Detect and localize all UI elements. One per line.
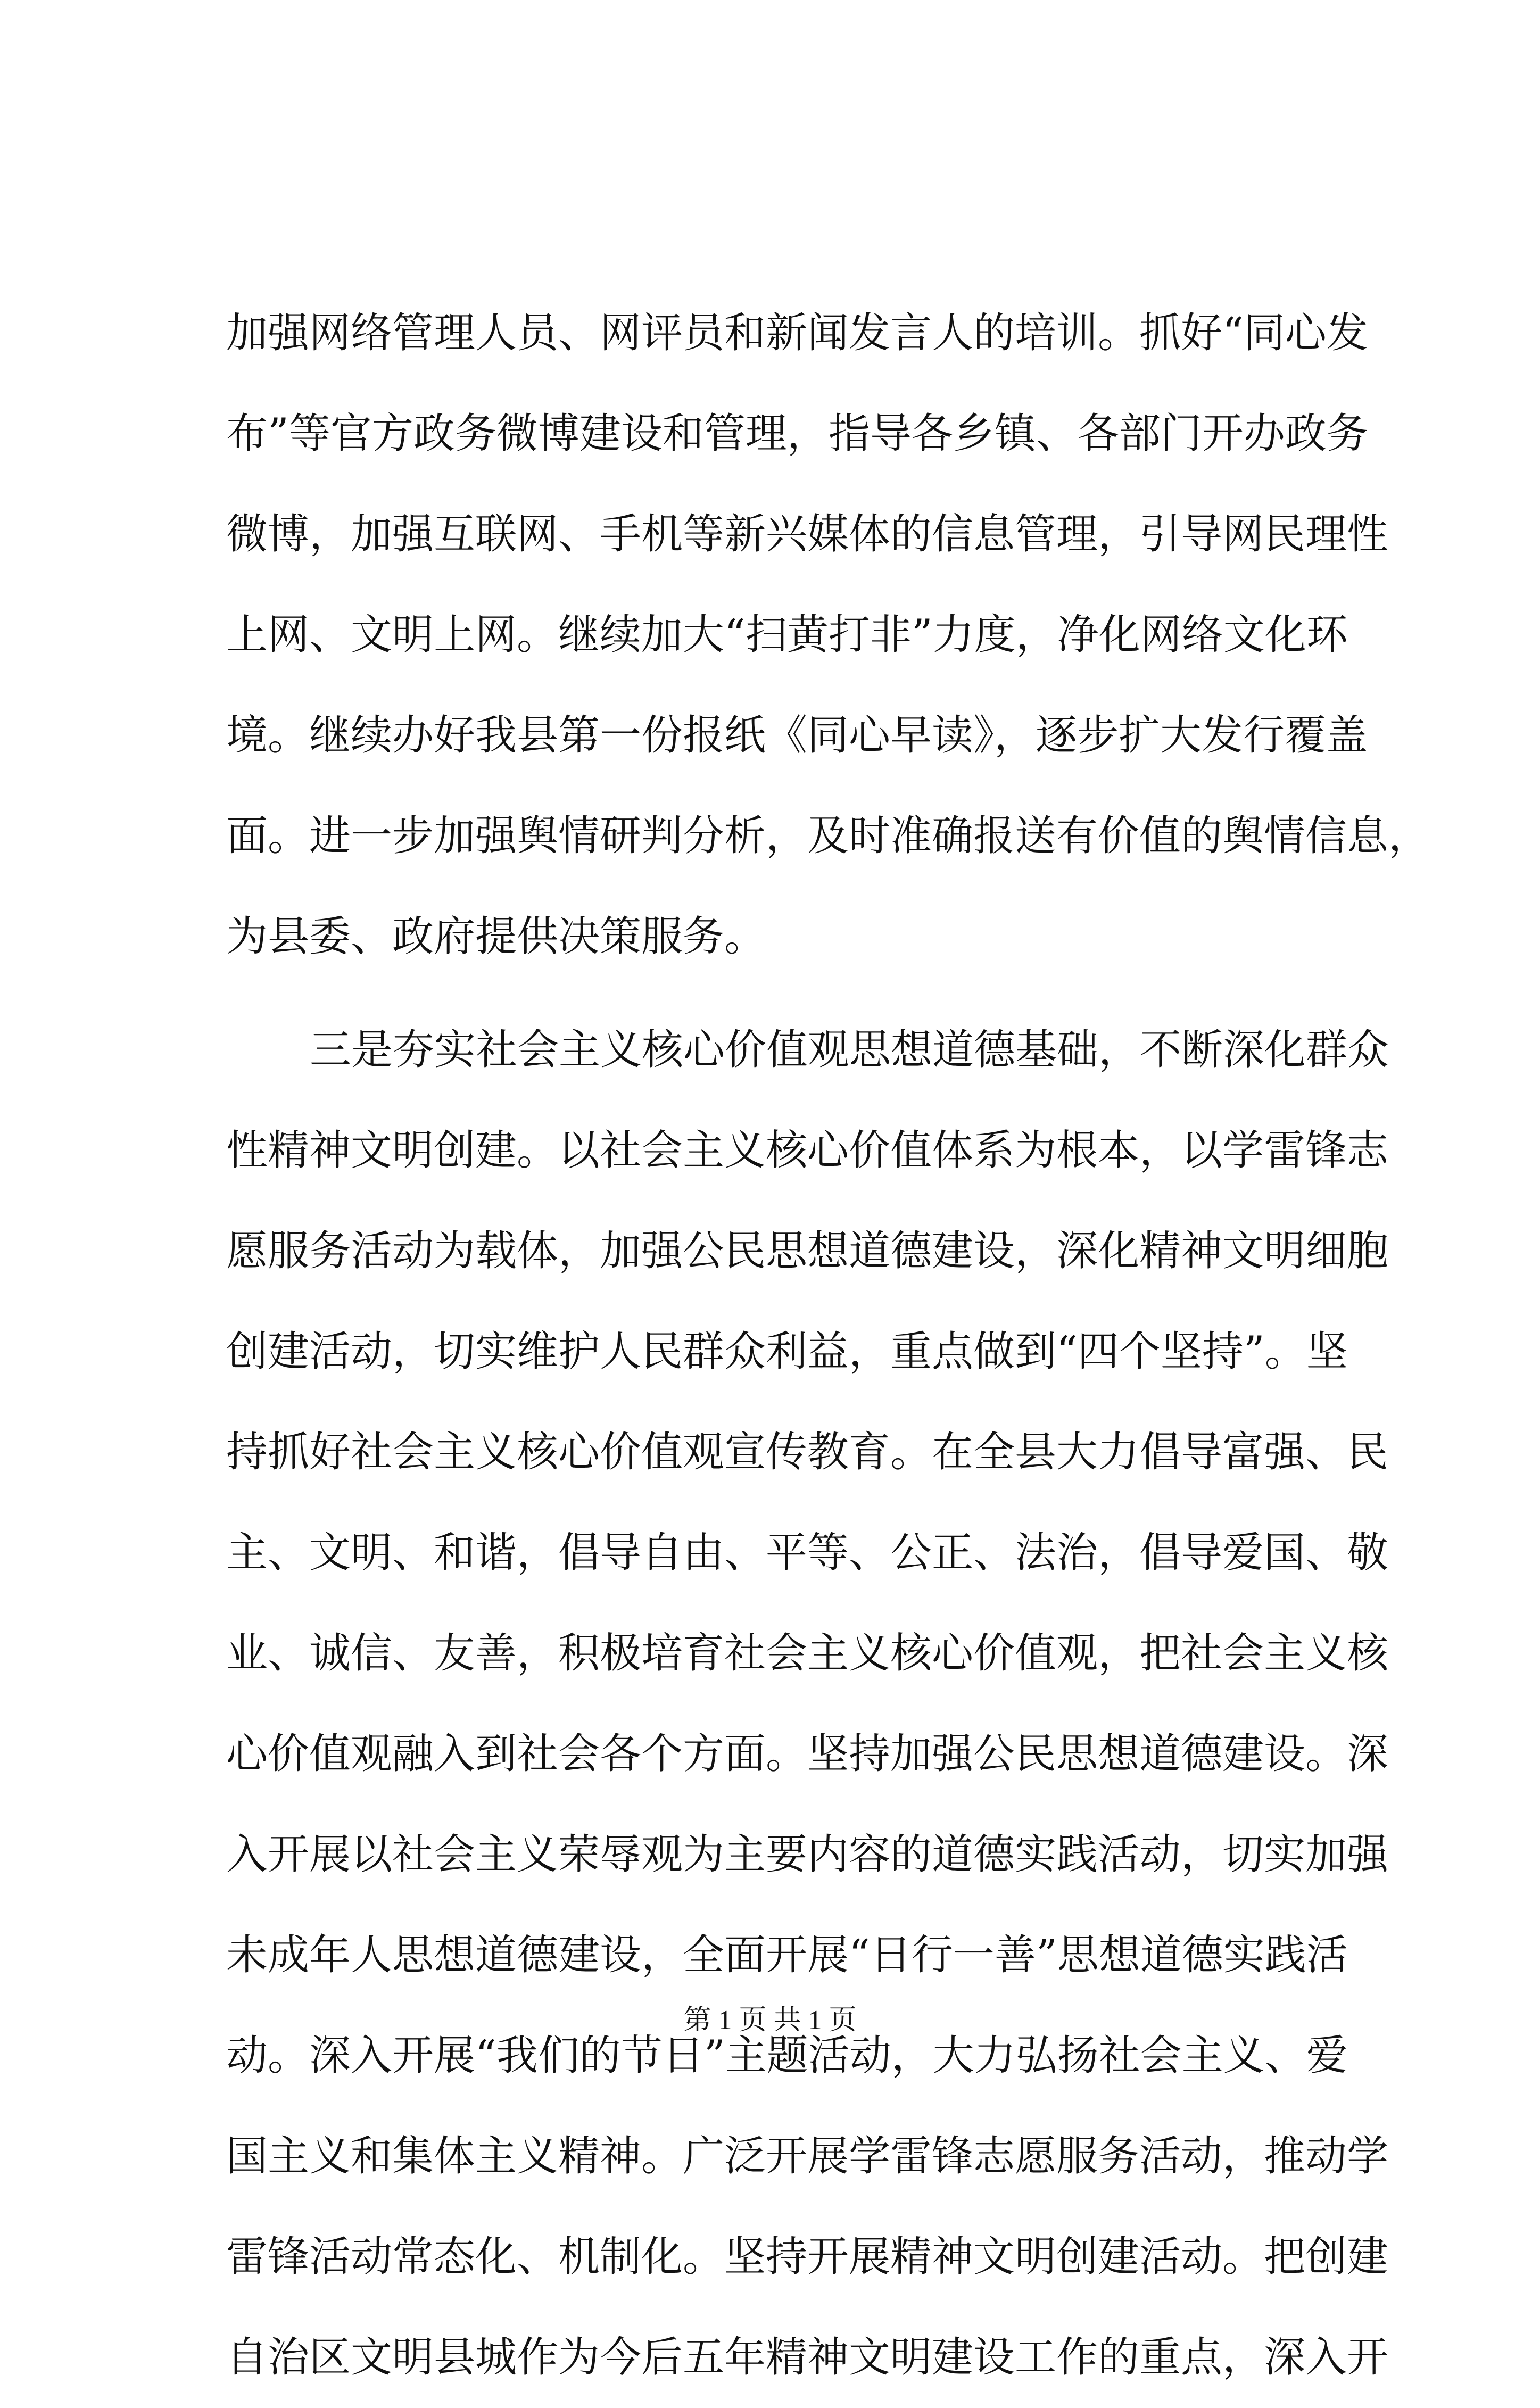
text-line: 布”等官方政务微博建设和管理，指导各乡镇、各部门开办政务 xyxy=(226,410,1368,458)
text-line: 面。进一步加强舆情研判分析，及时准确报送有价值的舆情信息， xyxy=(226,812,1430,860)
text-line: 国主义和集体主义精神。广泛开展学雷锋志愿服务活动，推动学 xyxy=(226,2132,1389,2180)
text-line: 动。深入开展“我们的节日”主题活动，大力弘扬社会主义、爱 xyxy=(226,2032,1348,2080)
page-number-footer: 第 1 页 共 1 页 xyxy=(683,2005,857,2035)
text-line: 入开展以社会主义荣辱观为主要内容的道德实践活动，切实加强 xyxy=(226,1831,1389,1879)
text-line: 性精神文明创建。以社会主义核心价值体系为根本，以学雷锋志 xyxy=(226,1127,1389,1174)
text-line: 业、诚信、友善，积极培育社会主义核心价值观，把社会主义核 xyxy=(226,1629,1389,1677)
paragraph-2 xyxy=(226,1000,1389,2408)
paragraph-1 xyxy=(226,283,1430,987)
document-body xyxy=(226,283,1430,2408)
text-line: 微博，加强互联网、手机等新兴媒体的信息管理，引导网民理性 xyxy=(226,510,1389,558)
text-line: 为县委、政府提供决策服务。 xyxy=(226,913,766,961)
text-line: 主、文明、和谐，倡导自由、平等、公正、法治，倡导爱国、敬 xyxy=(226,1529,1389,1577)
text-line: 境。继续办好我县第一份报纸《同心早读》，逐步扩大发行覆盖 xyxy=(226,711,1368,759)
text-line: 三是夯实社会主义核心价值观思想道德基础，不断深化群众 xyxy=(310,1026,1389,1074)
text-line: 雷锋活动常态化、机制化。坚持开展精神文明创建活动。把创建 xyxy=(226,2233,1389,2281)
text-line: 未成年人思想道德建设，全面开展“日行一善”思想道德实践活 xyxy=(226,1931,1348,1979)
text-line: 创建活动，切实维护人民群众利益，重点做到“四个坚持”。坚 xyxy=(226,1328,1348,1376)
text-line: 持抓好社会主义核心价值观宣传教育。在全县大力倡导富强、民 xyxy=(226,1428,1389,1476)
text-line: 心价值观融入到社会各个方面。坚持加强公民思想道德建设。深 xyxy=(226,1730,1389,1778)
text-line: 加强网络管理人员、网评员和新闻发言人的培训。抓好“同心发 xyxy=(226,309,1368,357)
text-line: 愿服务活动为载体，加强公民思想道德建设，深化精神文明细胞 xyxy=(226,1227,1389,1275)
text-line: 上网、文明上网。继续加大“扫黄打非”力度，净化网络文化环 xyxy=(226,611,1348,659)
text-line: 自治区文明县城作为今后五年精神文明建设工作的重点，深入开 xyxy=(226,2333,1389,2381)
paragraph-spacer xyxy=(226,987,1341,1000)
